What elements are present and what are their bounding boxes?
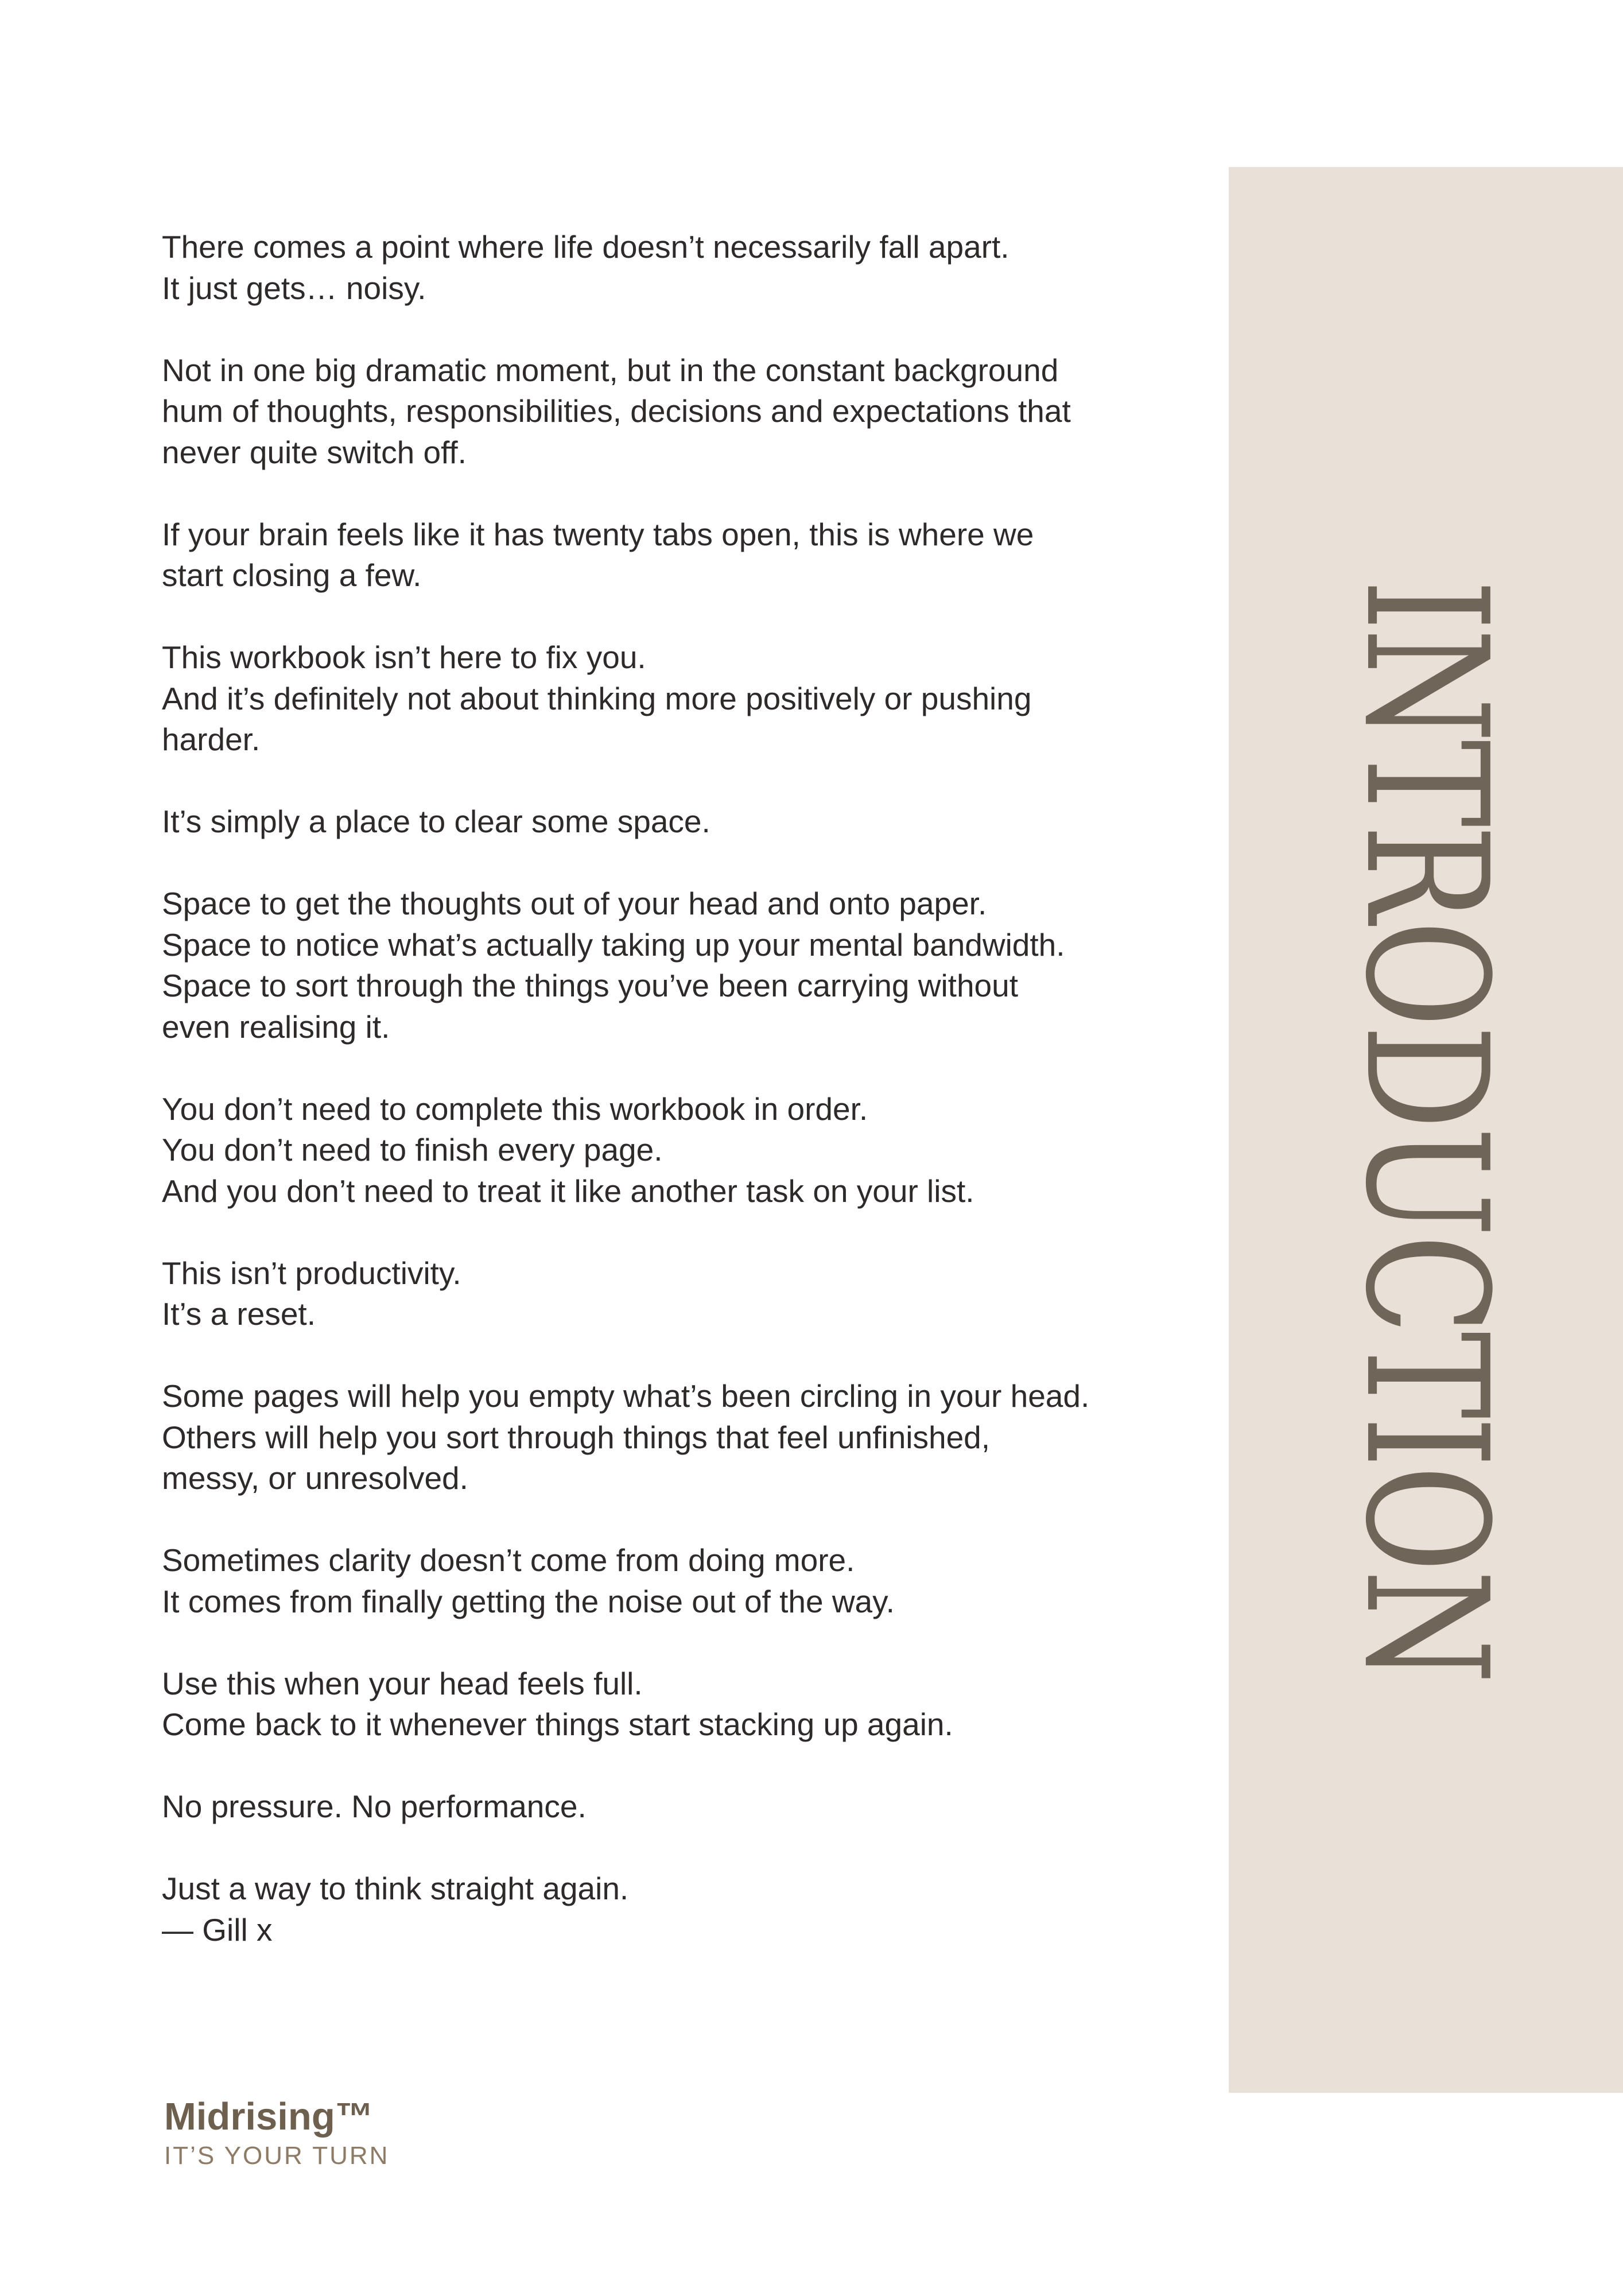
text-line: It’s a reset. [162,1296,316,1332]
brand-logo [164,2094,389,2172]
introduction-body [162,227,1201,1992]
paragraph-13-signature [162,1868,1201,1950]
paragraph-8 [162,1253,1201,1335]
paragraph-1 [162,227,1201,309]
paragraph-9 [162,1376,1201,1499]
text-line: Just a way to think straight again. [162,1871,629,1906]
text-line: It’s simply a place to clear some space. [162,804,710,839]
text-line: Sometimes clarity doesn’t come from doing more. [162,1542,855,1578]
text-line: Not in one big dramatic moment, but in the constant background [162,352,1059,388]
text-line: And it’s definitely not about thinking more positively or pushing [162,680,1032,716]
paragraph-4 [162,637,1201,761]
text-line: harder. [162,722,261,757]
brand-tagline: IT’S YOUR TURN [164,2142,390,2170]
text-line: Space to sort through the things you’ve been carrying without [162,968,1019,1003]
text-line: Space to notice what’s actually taking up your mental bandwidth. [162,926,1065,963]
paragraph-5 [162,801,1201,843]
paragraph-10 [162,1540,1201,1622]
text-line: No pressure. No performance. [162,1789,587,1824]
paragraph-3 [162,514,1201,596]
text-line: Come back to it whenever things start stacking up again. [162,1707,953,1742]
text-line: You don’t need to finish every page. [162,1132,663,1168]
paragraph-2 [162,350,1201,474]
text-line: Space to get the thoughts out of your head and onto paper. [162,886,987,921]
paragraph-11 [162,1663,1201,1746]
text-line: It comes from finally getting the noise out of the way. [162,1583,895,1619]
paragraph-6 [162,883,1201,1048]
text-line: This workbook isn’t here to fix you. [162,639,646,675]
brand-name: Midrising™ [164,2095,374,2138]
text-line: start closing a few. [162,557,422,593]
text-line: There comes a point where life doesn’t necessarily fall apart. [162,229,1009,265]
text-line: Some pages will help you empty what’s been circling in your head. [162,1378,1090,1414]
text-line: never quite switch off. [162,434,467,470]
text-line: It just gets… noisy. [162,270,426,306]
paragraph-7 [162,1089,1201,1212]
paragraph-12 [162,1786,1201,1828]
text-line: even realising it. [162,1009,390,1045]
text-line: You don’t need to complete this workbook in order. [162,1091,868,1127]
text-line: hum of thoughts, responsibilities, decisions and expectations that [162,393,1071,429]
section-title-band [1229,167,1623,2093]
section-title: INTRODUCTION [1328,579,1524,1681]
text-line: And you don’t need to treat it like another task on your list. [162,1173,974,1209]
text-line: Use this when your head feels full. [162,1665,643,1701]
signature-line: — Gill x [162,1911,273,1948]
text-line: Others will help you sort through things that feel unfinished, [162,1419,991,1455]
text-line: messy, or unresolved. [162,1460,468,1496]
text-line: If your brain feels like it has twenty tabs open, this is where we [162,516,1034,552]
text-line: This isn’t productivity. [162,1255,461,1291]
